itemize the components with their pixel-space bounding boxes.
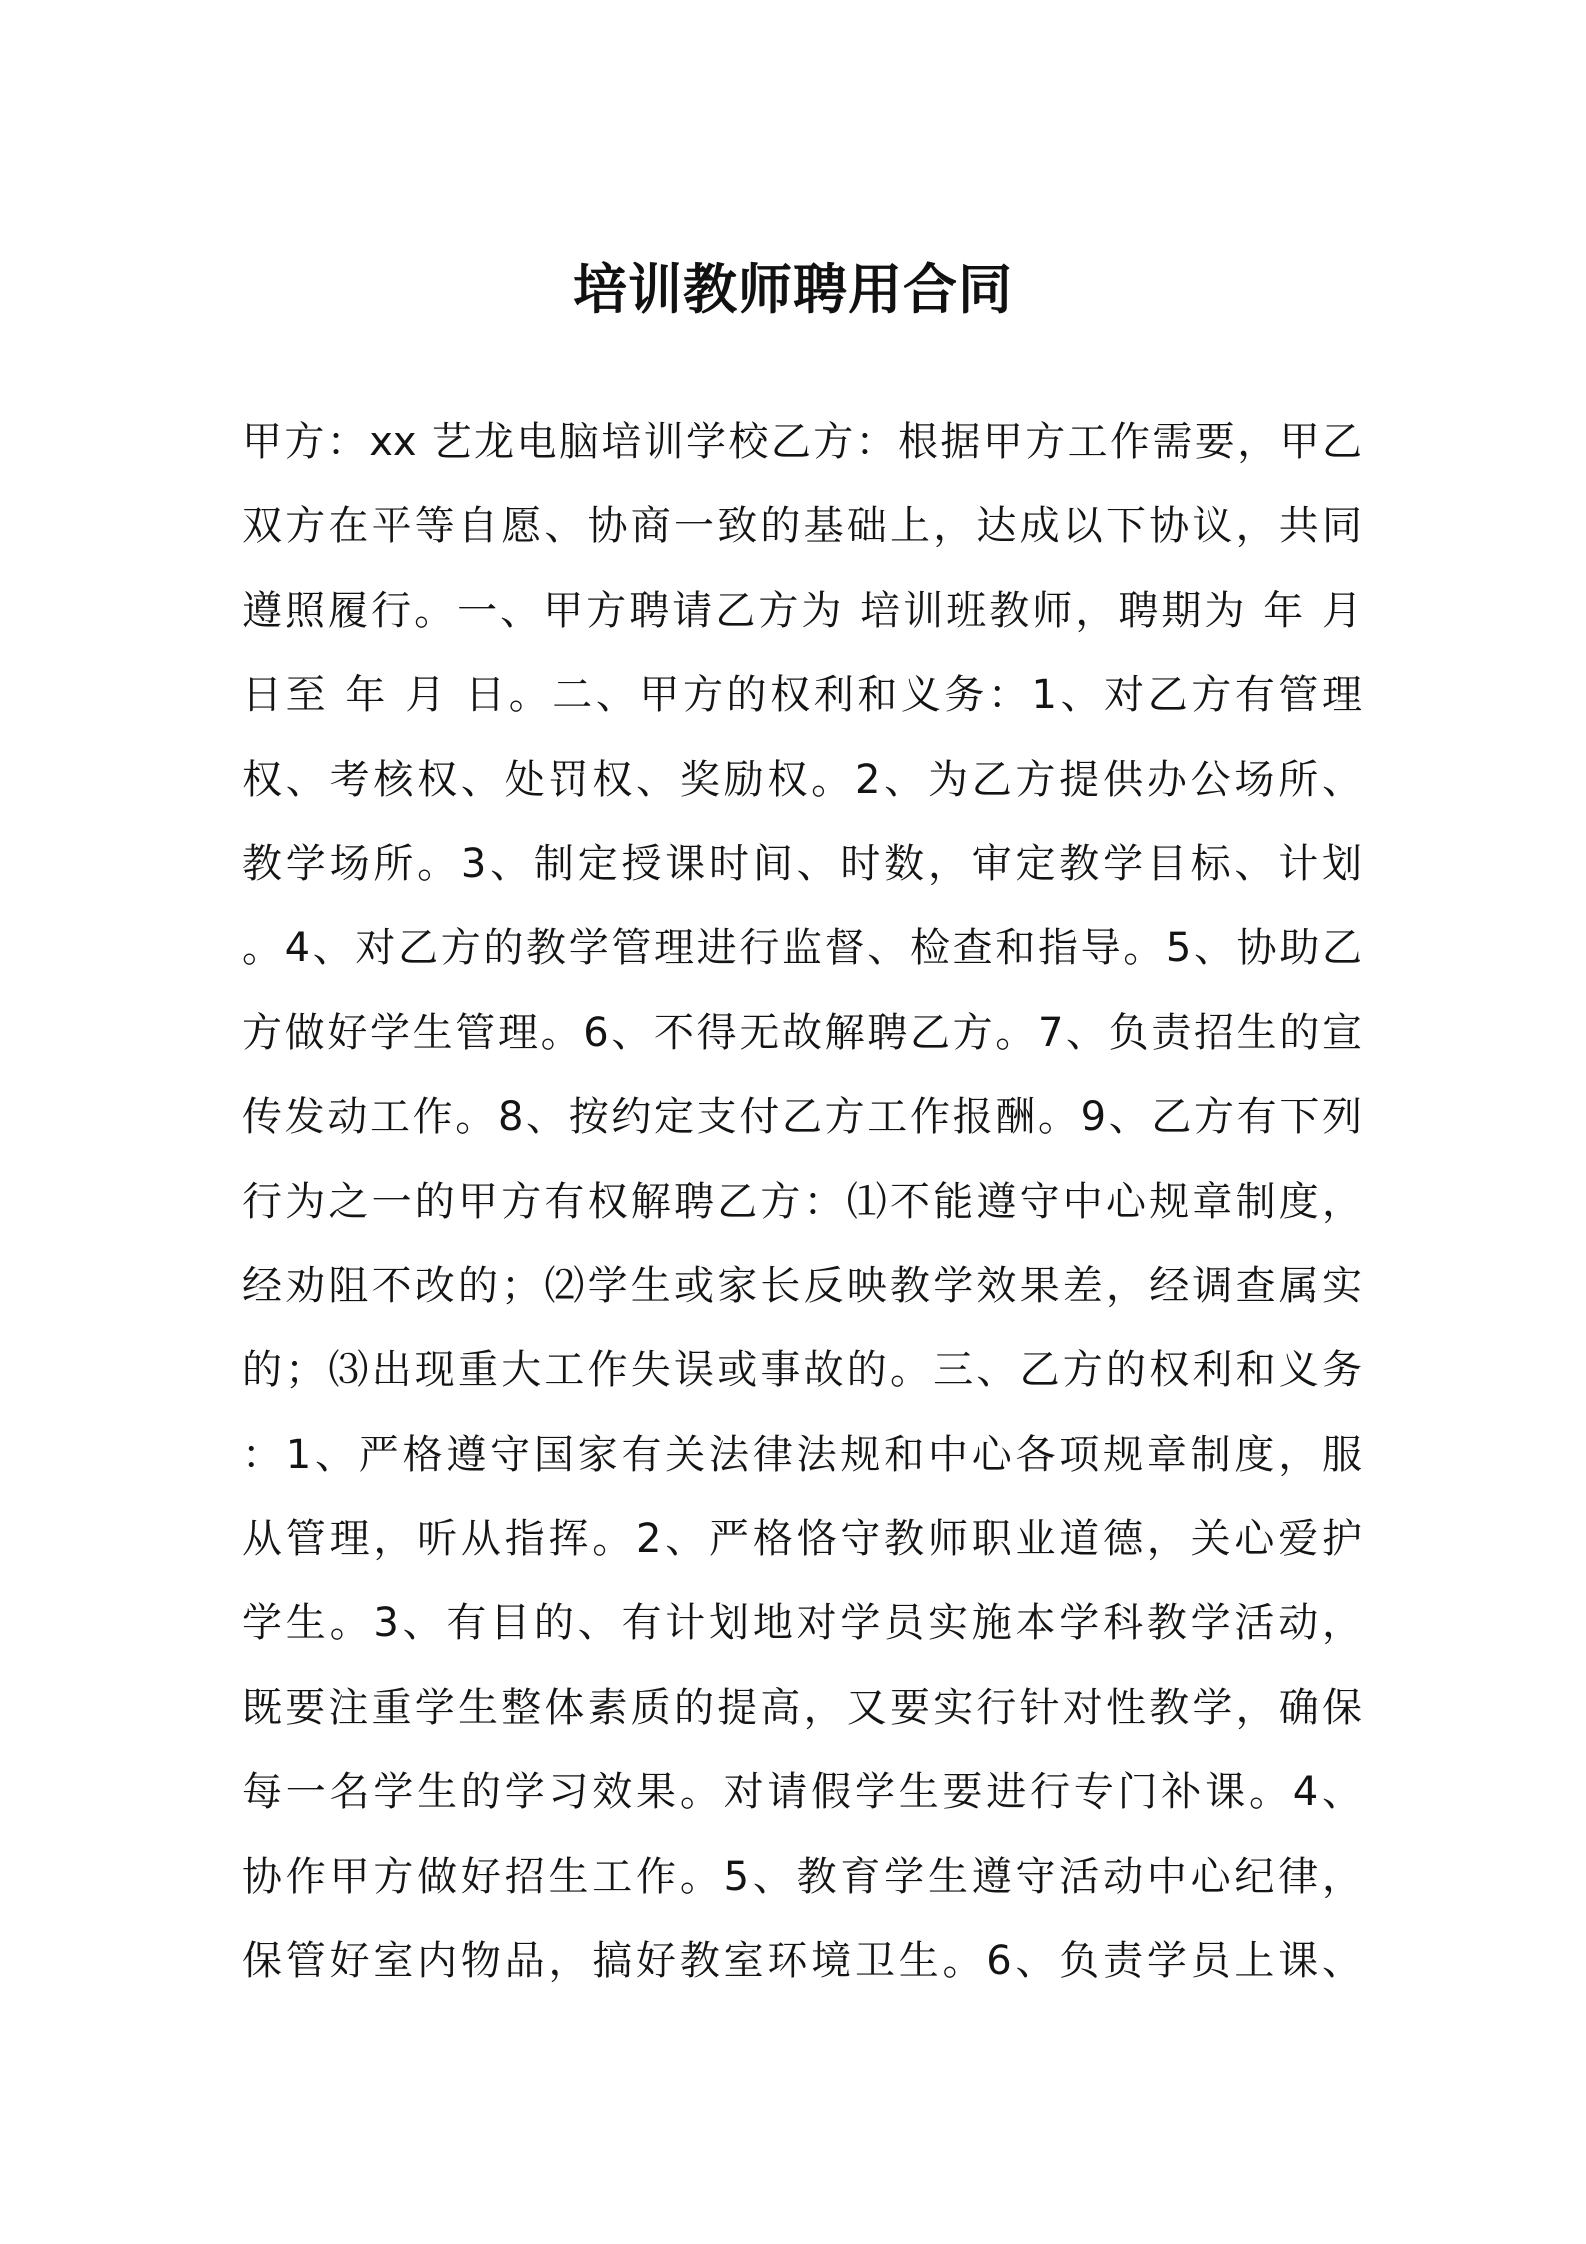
body-line: 遵照履行。一、甲方聘请乙方为 培训班教师，聘期为 年 月 <box>242 587 1362 634</box>
body-line: 既要注重学生整体素质的提高，又要实行针对性教学，确保 <box>242 1684 1362 1731</box>
body-line: 甲方：xx 艺龙电脑培训学校乙方：根据甲方工作需要，甲乙 <box>242 419 1362 465</box>
body-line: 。4、对乙方的教学管理进行监督、检查和指导。5、协助乙 <box>242 925 1362 972</box>
body-line: 教学场所。3、制定授课时间、时数，审定教学目标、计划 <box>242 840 1362 887</box>
body-line: 权、考核权、处罚权、奖励权。2、为乙方提供办公场所、 <box>242 756 1362 803</box>
body-line: 日至 年 月 日。二、甲方的权利和义务：1、对乙方有管理 <box>242 672 1362 719</box>
body-line: 协作甲方做好招生工作。5、教育学生遵守活动中心纪律， <box>242 1853 1362 1900</box>
body-line: 保管好室内物品，搞好教室环境卫生。6、负责学员上课、 <box>242 1938 1362 1985</box>
contract-body <box>242 400 1362 2003</box>
body-line: 每一名学生的学习效果。对请假学生要进行专门补课。4、 <box>242 1769 1362 1816</box>
body-line: 经劝阻不改的；⑵学生或家长反映教学效果差，经调查属实 <box>242 1262 1362 1309</box>
body-line: 行为之一的甲方有权解聘乙方：⑴不能遵守中心规章制度， <box>242 1178 1362 1225</box>
body-line: 双方在平等自愿、协商一致的基础上，达成以下协议，共同 <box>242 503 1362 550</box>
body-line: 传发动工作。8、按约定支付乙方工作报酬。9、乙方有下列 <box>242 1094 1362 1141</box>
body-line: 学生。3、有目的、有计划地对学员实施本学科教学活动， <box>242 1600 1362 1647</box>
body-line: ：1、严格遵守国家有关法律法规和中心各项规章制度，服 <box>242 1431 1362 1478</box>
body-line: 从管理，听从指挥。2、严格恪守教师职业道德，关心爱护 <box>242 1516 1362 1563</box>
body-line: 方做好学生管理。6、不得无故解聘乙方。7、负责招生的宣 <box>242 1009 1362 1056</box>
document-title: 培训教师聘用合同 <box>573 258 1013 321</box>
body-line: 的；⑶出现重大工作失误或事故的。三、乙方的权利和义务 <box>242 1347 1362 1394</box>
